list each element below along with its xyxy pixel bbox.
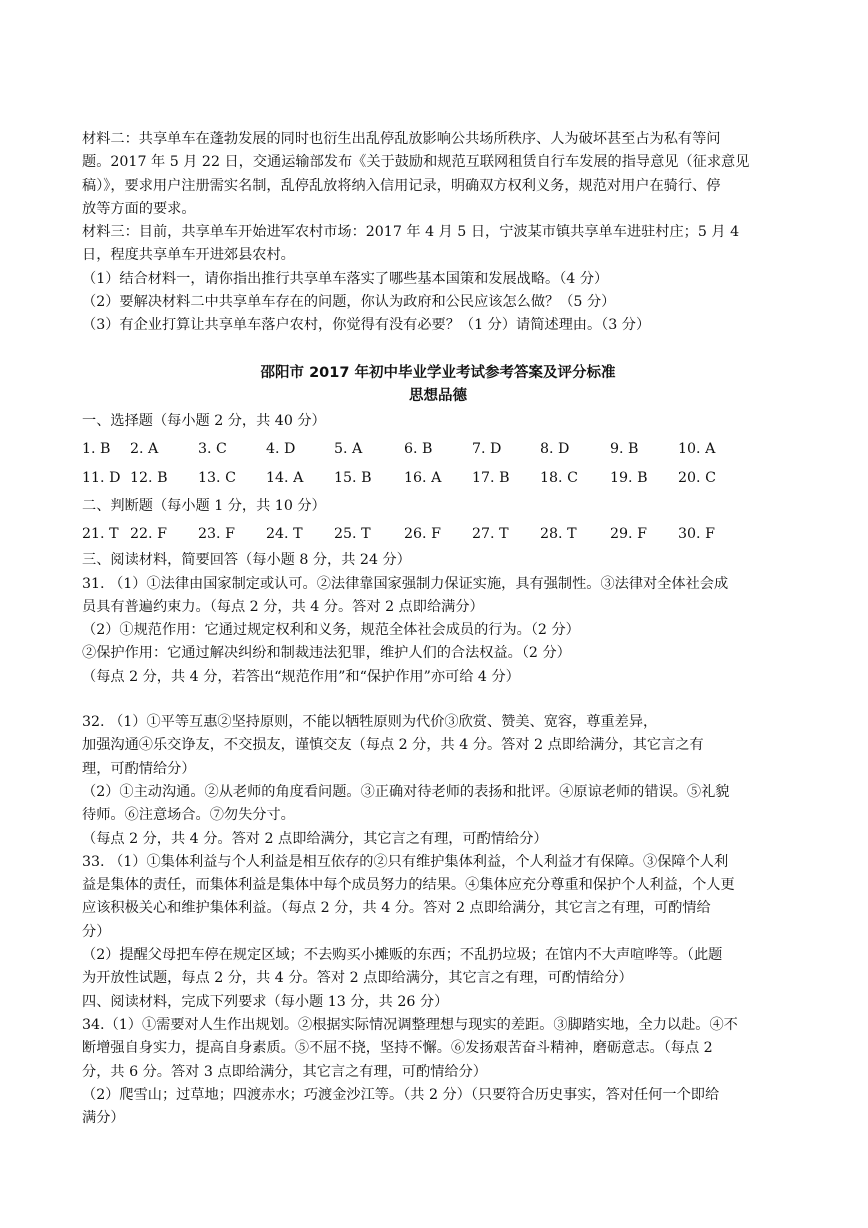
answer-item: 2. A: [130, 441, 159, 458]
text-line: 员具有普遍约束力。（每点 2 分，共 4 分。答对 2 点即给满分）: [82, 598, 484, 615]
text-line: （2）提醒父母把车停在规定区域；不去购买小摊贩的东西；不乱扔垃圾；在馆内不大声喧哗等。（此题: [82, 947, 723, 964]
answer-item: 4. D: [266, 441, 296, 458]
text-line: 32. （1）①平等互惠②坚持原则，不能以牺牲原则为代价③欣赏、赞美、宽容，尊重差异，: [82, 714, 658, 731]
text-line: 分）: [82, 923, 111, 940]
answer-item: 23. F: [198, 526, 235, 543]
text-line: （2）爬雪山；过草地；四渡赤水；巧渡金沙江等。（共 2 分）（只要符合历史事实，答对任何一个即给: [82, 1086, 720, 1103]
answer-item: 1. B: [82, 441, 111, 458]
answer-item: 14. A: [266, 470, 304, 487]
section-heading-judge: 二、判断题（每小题 1 分，共 10 分）: [82, 498, 326, 515]
answer-item: 8. D: [540, 441, 570, 458]
answer-item: 27. T: [472, 526, 509, 543]
answer-item: 29. F: [610, 526, 647, 543]
answer-item: 24. T: [266, 526, 303, 543]
text-line: 断增强自身实力，提高自身素质。⑤不屈不挠，坚持不懈。⑥发扬艰苦奋斗精神，磨砺意志。（每点 2: [82, 1040, 713, 1057]
answer-item: 17. B: [472, 470, 510, 487]
text-line: 为开放性试题，每点 2 分，共 4 分。答对 2 点即给满分，其它言之有理，可酌情给分）: [82, 970, 633, 987]
answer-item: 5. A: [334, 441, 363, 458]
question-item: （1）结合材料一，请你指出推行共享单车落实了哪些基本国策和发展战略。（4 分）: [82, 270, 609, 287]
text-line: 待师。⑥注意场合。⑦勿失分寸。: [82, 807, 295, 824]
answer-item: 11. D: [82, 470, 121, 487]
material-two: [82, 128, 794, 221]
text-line: 34.（1）①需要对人生作出规划。②根据实际情况调整理想与现实的差距。③脚踏实地，全力以赴。④不: [82, 1016, 738, 1033]
text-line: 材料二：共享单车在蓬勃发展的同时也衍生出乱停乱放影响公共场所秩序、人为破坏甚至占为私有等问: [82, 131, 721, 147]
section-heading-complete: 四、阅读材料，完成下列要求（每小题 13 分，共 26 分）: [82, 993, 449, 1010]
text-line: 稿）》，要求用户注册需实名制，乱停乱放将纳入信用记录，明确双方权利义务，规范对用户在骑行、停: [82, 177, 721, 194]
text-line: 材料三：目前，共享单车开始进军农村市场：2017 年 4 月 5 日，宁波某市镇共享单车进驻村庄；5 月 4: [82, 224, 740, 241]
question-list: [82, 268, 794, 338]
text-line: （每点 2 分，共 4 分。答对 2 点即给满分，其它言之有理，可酌情给分）: [82, 830, 548, 847]
answer-item: 12. B: [130, 470, 168, 487]
subject-title: 思想品德: [409, 387, 467, 404]
document-page: [82, 128, 794, 1130]
question-item: （3）有企业打算让共享单车落户农村，你觉得有没有必要？（1 分）请简述理由。（3 分）: [82, 317, 651, 334]
answer-title: 邵阳市 2017 年初中毕业学业考试参考答案及评分标准: [260, 364, 616, 381]
answer-31: [82, 573, 794, 689]
answer-item: 13. C: [198, 470, 236, 487]
answer-item: 21. T: [82, 526, 119, 543]
text-line: 题。2017 年 5 月 22 日，交通运输部发布《关于鼓励和规范互联网租赁自行车发展的指导意见（征求意见: [82, 154, 750, 171]
section-heading-choice: 一、选择题（每小题 2 分，共 40 分）: [82, 413, 326, 430]
text-line: 31. （1）①法律由国家制定或认可。②法律靠国家强制力保证实施，具有强制性。③法律对全体社会成: [82, 575, 729, 592]
text-line: （每点 2 分，共 4 分，若答出“规范作用”和“保护作用”亦可给 4 分）: [82, 668, 520, 685]
text-line: 日，程度共享单车开进郊县农村。: [82, 247, 295, 264]
text-line: 33. （1）①集体利益与个人利益是相互依存的②只有维护集体利益，个人利益才有保障。③保障个人利: [82, 853, 729, 870]
answer-32: [82, 711, 794, 851]
text-line: 加强沟通④乐交诤友，不交损友，谨慎交友（每点 2 分，共 4 分。答对 2 点即给满分，其它言之有: [82, 737, 704, 754]
answer-item: 10. A: [678, 441, 716, 458]
answer-item: 30. F: [678, 526, 715, 543]
answer-item: 3. C: [198, 441, 227, 458]
answer-item: 9. B: [610, 441, 639, 458]
answer-item: 26. F: [404, 526, 441, 543]
answer-item: 15. B: [334, 470, 372, 487]
text-line: 应该积极关心和维护集体利益。（每点 2 分，共 4 分。答对 2 点即给满分，其它言之有理，可酌情给: [82, 900, 711, 917]
answer-item: 22. F: [130, 526, 167, 543]
answer-item: 16. A: [404, 470, 442, 487]
text-line: 分，共 6 分。答对 3 点即给满分，其它言之有理，可酌情给分）: [82, 1063, 487, 1080]
answer-33: [82, 851, 794, 991]
text-line: 理，可酌情给分）: [82, 760, 196, 777]
answer-34: [82, 1014, 794, 1130]
text-line: （2）①主动沟通。②从老师的角度看问题。③正确对待老师的表扬和批评。④原谅老师的错误。⑤礼貌: [82, 783, 730, 800]
answer-item: 20. C: [678, 470, 716, 487]
answer-item: 6. B: [404, 441, 433, 458]
judge-answer-row: [82, 520, 794, 549]
answer-item: 19. B: [610, 470, 648, 487]
choice-answer-row-1: [82, 435, 794, 464]
text-line: （2）①规范作用：它通过规定权利和义务，规范全体社会成员的行为。（2 分）: [82, 622, 580, 639]
section-heading-reading: 三、阅读材料，简要回答（每小题 8 分，共 24 分）: [82, 552, 411, 569]
text-line: ②保护作用：它通过解决纠纷和制裁违法犯罪，维护人们的合法权益。（2 分）: [82, 645, 571, 662]
answer-item: 7. D: [472, 441, 502, 458]
text-line: 放等方面的要求。: [82, 200, 196, 217]
text-line: 满分）: [82, 1110, 125, 1127]
answer-item: 18. C: [540, 470, 578, 487]
answer-item: 25. T: [334, 526, 371, 543]
choice-answer-row-2: [82, 464, 794, 493]
material-three: [82, 221, 794, 268]
question-item: （2）要解决材料二中共享单车存在的问题，你认为政府和公民应该怎么做？（5 分）: [82, 294, 616, 311]
text-line: 益是集体的责任，而集体利益是集体中每个成员努力的结果。④集体应充分尊重和保护个人利益，个人更: [82, 877, 735, 894]
answer-item: 28. T: [540, 526, 577, 543]
